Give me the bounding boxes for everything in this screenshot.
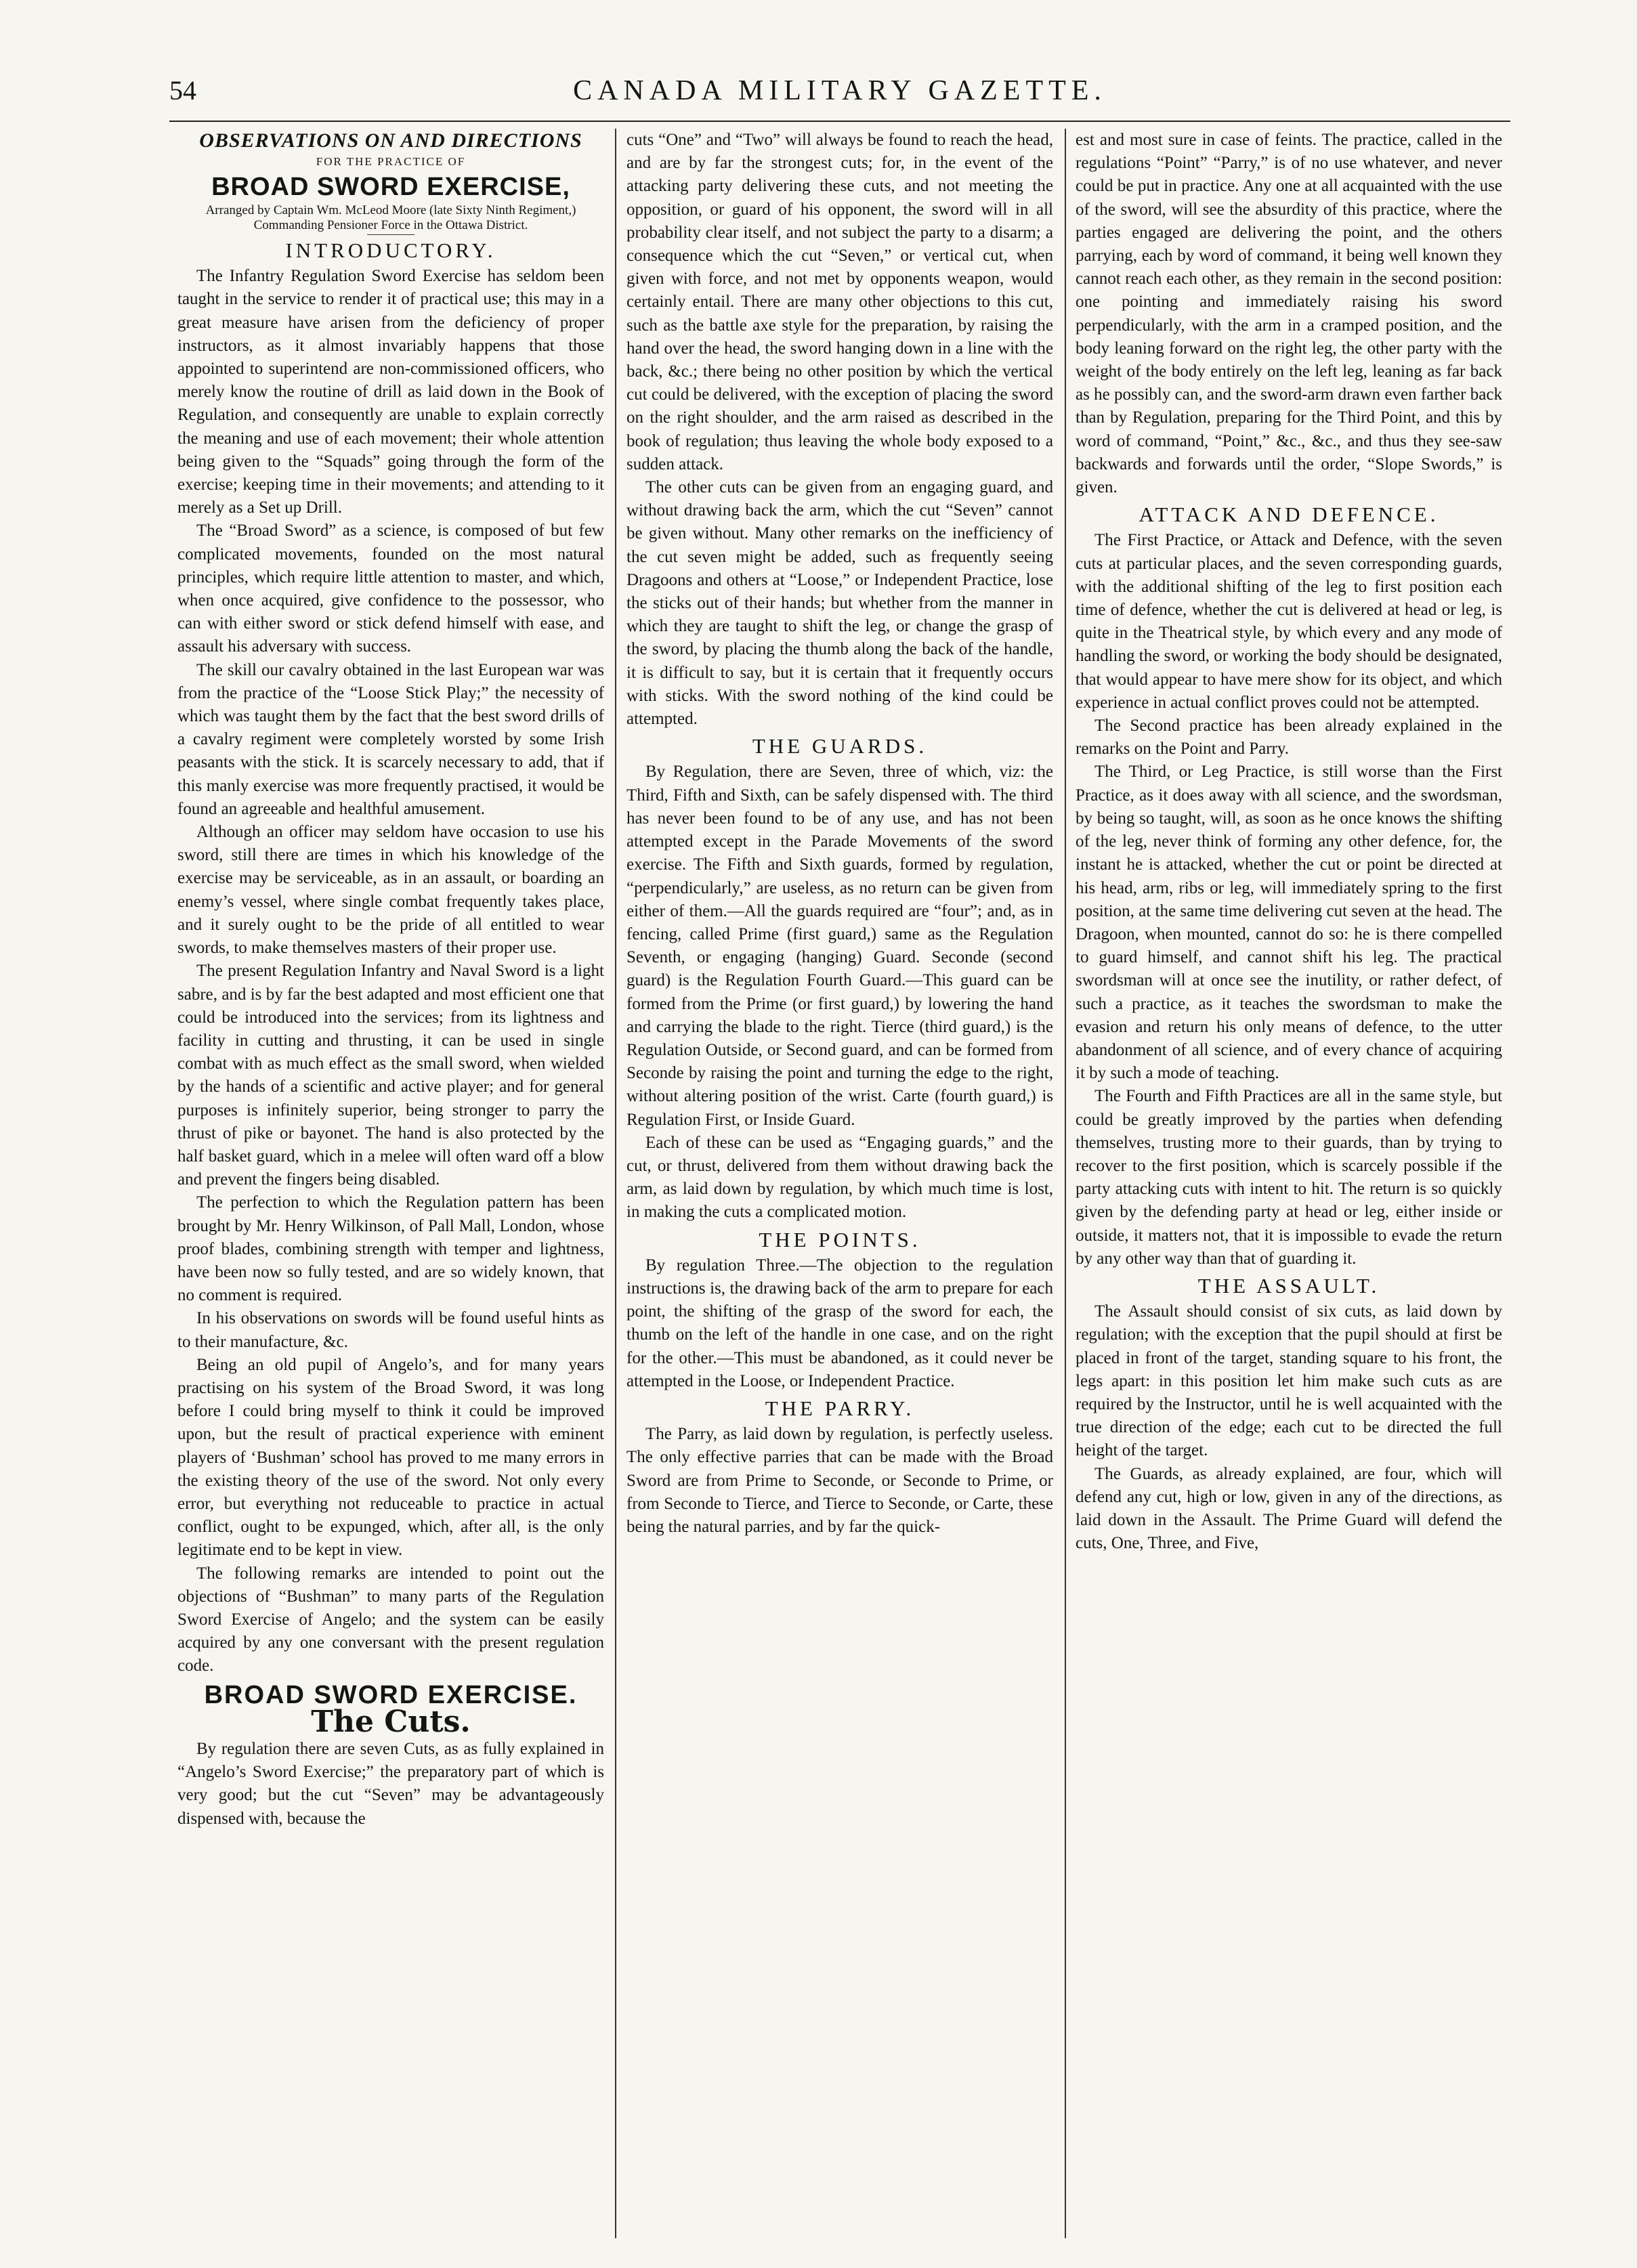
column-3 <box>1076 129 1502 2242</box>
column-rule-1 <box>615 129 616 2238</box>
running-head <box>169 74 1510 122</box>
title-rule <box>367 234 414 235</box>
section-heading-points: THE POINTS. <box>759 1227 921 1251</box>
masthead: CANADA MILITARY GAZETTE. <box>573 75 1107 106</box>
paragraph: The other cuts can be given from an engaging guard, and without drawing back the arm, which the cut “Seven” cannot be given without. Many other remarks on the inefficiency of the cut seven might be added, such as frequently seeing Dragoons and others at “Loose,” or Independent Practice, lose the sticks out of their hands; but whether from the manner in which they are taught to shift the leg, or change the grasp of the sword, by placing the thumb along the back of the handle, it is difficult to say, but it is certain that it frequently occurs with sticks. With the sword nothing of the kind could be attempted. <box>626 478 1053 729</box>
paragraph: Each of these can be used as “Engaging guards,” and the cut, or thrust, delivered from them without drawing back the arm, as laid down by regulation, by which much time is lost, in making the cuts a complicated motion. <box>626 1133 1053 1222</box>
section-title-cuts: The Cuts. <box>311 1704 471 1739</box>
section-heading-introductory: INTRODUCTORY. <box>285 238 496 262</box>
paragraph: The skill our cavalry obtained in the last European war was from the practice of the “Loose Stick Play;” the necessity of which was taught them by the fact that the best sword drills of a cavalry regiment were completely worsted by some Irish peasants with the stick. It is scarcely necessary to add, that if this manly exercise was more frequently practised, it would be found an agreeable and healthful amusement. <box>177 660 604 818</box>
paragraph: The Second practice has been already explained in the remarks on the Point and Parry. <box>1076 716 1502 758</box>
section-title-broad-sword: BROAD SWORD EXERCISE. <box>204 1680 578 1709</box>
paragraph: The Infantry Regulation Sword Exercise has seldom been taught in the service to render it of practical use; this may in a great measure have arisen from the deficiency of proper instructors, as it almost invariably happens that those appointed to superintend are non-commissioned officers, who merely know the routine of drill as laid down in the Book of Regulation, and consequently are unable to explain correctly the meaning and use of each movement; their whole attention being given to the “Squads” going through the form of the exercise; keeping time in their movements; and attending to it merely as a Set up Drill. <box>177 267 604 517</box>
section-heading-assault: THE ASSAULT. <box>1197 1273 1380 1298</box>
paragraph: The Guards, as already explained, are four, which will defend any cut, high or low, given in any of the directions, as laid down in the Assault. The Prime Guard will defend the cuts, One, Three, and Five, <box>1076 1464 1502 1553</box>
paragraph: The following remarks are intended to point out the objections of “Bushman” to many parts of the Regulation Sword Exercise of Angelo; and the system can be easily acquired by any one conversant with the present regulation code. <box>177 1564 604 1675</box>
paragraph: The perfection to which the Regulation pattern has been brought by Mr. Henry Wilkinson, of Pall Mall, London, whose proof blades, combining strength with temper and lightness, have been now so fully tested, and are so widely known, that no comment is required. <box>177 1193 604 1305</box>
paragraph: The Fourth and Fifth Practices are all in the same style, but could be greatly improved by the parties when defending themselves, trusting more to their guards, than by trying to recover to the first position, which is scarcely possible if the party attacking cuts with intent to hit. The return is so quickly given by the defending party at head or leg, either inside or outside, it matters not, that it is impossible to evade the return by any other way than that of guarding it. <box>1076 1087 1502 1268</box>
paragraph: The “Broad Sword” as a science, is composed of but few complicated movements, founded on the most natural principles, which require little attention to master, and which, when once acquired, give confidence to the possessor, who can with either sword or stick defend himself with ease, and assault his adversary with success. <box>177 521 604 656</box>
section-heading-parry: THE PARRY. <box>765 1396 915 1420</box>
byline: Arranged by Captain Wm. McLeod Moore (late Sixty Ninth Regiment,) Commanding Pensioner Force in the Ottawa District. <box>205 203 576 232</box>
paragraph: The Assault should consist of six cuts, as laid down by regulation; with the exception that the pupil should at first be placed in front of the target, standing square to his front, the legs apart: in this position let him make such cuts as are required by the Instructor, until he is well acquainted with the true direction of the edge; each cut to be directed the full height of the target. <box>1076 1302 1502 1460</box>
paragraph: The Parry, as laid down by regulation, is perfectly useless. The only effective parries that can be made with the Broad Sword are from Prime to Seconde, or Seconde to Prime, or from Seconde to Tierce, and Tierce to Seconde, or Carte, these being the natural parries, and by far the quick- <box>626 1425 1053 1536</box>
section-heading-guards: THE GUARDS. <box>752 734 928 758</box>
page-number: 54 <box>169 75 196 106</box>
article-title: OBSERVATIONS ON AND DIRECTIONS <box>199 129 582 152</box>
paragraph: The First Practice, or Attack and Defence, with the seven cuts at particular places, and the seven corresponding guards, with the additional shifting of the leg to first position each time of defence, whether the cut is delivered at head or leg, is quite in the Theatrical style, by which every and any mode of handling the sword, or working the body should be designated, that would appear to have mere show for its object, and which experience in actual conflict proves could not be attempted. <box>1076 531 1502 712</box>
column-2 <box>626 129 1053 2242</box>
paragraph: The present Regulation Infantry and Naval Sword is a light sabre, and is by far the best adapted and most efficient one that could be introduced into the services; from its lightness and facility in cutting and thrusting, it can be used in single combat with as much effect as the small sword, when wielded by the hands of a scientific and active player; and for general purposes is infinitely superior, being stronger to parry the thrust of pike or bayonet. The hand is also protected by the half basket guard, which in a melee will often ward off a blow and prevent the fingers being disabled. <box>177 962 604 1189</box>
article-subtitle: FOR THE PRACTICE OF <box>316 155 466 168</box>
paragraph: Although an officer may seldom have occasion to use his sword, still there are times in which his knowledge of the exercise may be serviceable, as in an assault, or boarding an enemy’s vessel, where single combat frequently takes place, and it surely ought to be the pride of all entitled to wear swords, to make themselves masters of their proper use. <box>177 823 604 958</box>
paragraph: Being an old pupil of Angelo’s, and for many years practising on his system of the Broad Sword, it was long before I could bring myself to think it could be improved upon, but the result of practical experience with eminent players of ‘Bushman’ school has proved to me many errors in the existing theory of the use of the sword. Not only every error, but everything not reduceable to practice in actual conflict, ought to be expunged, which, after all, is the only legitimate end to be kept in view. <box>177 1355 604 1560</box>
paragraph: est and most sure in case of feints. The practice, called in the regulations “Point” “Parry,” is of no use whatever, and never could be put in practice. Any one at all acquainted with the use of the sword, will see the absurdity of this practice, where the parties engaged are delivering the point, and the others parrying, each by word of command, it being well known they cannot reach each other, as they remain in the second position: one pointing and immediately raising his sword perpendicularly, with the arm in a cramped position, and the body leaning forward on the right leg, the other party with the weight of the body entirely on the left leg, leaning as far back as he possibly can, and the sword-arm drawn even farther back than by Regulation, preparing for the Third Point, and this by word of command, “Point,” &c., &c., and thus they see-saw backwards and forwards until the order, “Slope Swords,” is given. <box>1076 131 1502 497</box>
paragraph: By regulation Three.—The objection to the regulation instructions is, the drawing back of the arm to prepare for each point, the shifting of the grasp of the sword for each, the thumb on the left of the handle in one case, and on the right for the other.—This must be abandoned, as it could never be attempted in the Loose, or Independent Practice. <box>626 1256 1053 1390</box>
article-main-title: BROAD SWORD EXERCISE, <box>211 173 570 201</box>
paragraph: In his observations on swords will be found useful hints as to their manufacture, &c. <box>177 1309 604 1351</box>
header-rule <box>169 121 1510 122</box>
paragraph: By regulation there are seven Cuts, as as fully explained in “Angelo’s Sword Exercise;” the preparatory part of which is very good; but the cut “Seven” may be advantageously dispensed with, because the <box>177 1740 604 1828</box>
column-rule-2 <box>1065 129 1066 2238</box>
paragraph: By Regulation, there are Seven, three of which, viz: the Third, Fifth and Sixth, can be safely dispensed with. The third has never been found to be of any use, and has not been attempted except in the Parade Movements of the sword exercise. The Fifth and Sixth guards, formed by regulation, “perpendicularly,” are useless, as no return can be given from either of them.—All the guards required are “four”; and, as in fencing, called Prime (first guard,) same as the Regulation Seventh, or engaging (hanging) Guard. Seconde (second guard) is the Regulation Fourth Guard.—This guard can be formed from the Prime (or first guard,) by lowering the hand and carrying the blade to the right. Tierce (third guard,) is the Regulation Outside, or Second guard, and can be formed from Seconde by raising the point and turning the edge to the right, without altering position of the wrist. Carte (fourth guard,) is Regulation First, or Inside Guard. <box>626 763 1053 1129</box>
section-heading-attack-defence: ATTACK AND DEFENCE. <box>1139 502 1439 527</box>
paragraph: cuts “One” and “Two” will always be found to reach the head, and are by far the strongest cuts; for, in the event of the attacking party delivering these cuts, and not meeting the opposition, or guard of his opponent, the sword will in all probability clear itself, and not subject the party to a disarm; a consequence which the cut “Seven,” or vertical cut, when given with force, and not met by opponents weapon, would certainly entail. There are many other objections to this cut, such as the battle axe style for the preparation, by raising the hand over the head, the sword hanging down in a line with the back, &c.; there being no other position by which the vertical cut could be delivered, with the exception of placing the sword on the right shoulder, and the arm raised as described in the book of regulation; thus leaving the whole body exposed to a sudden attack. <box>626 131 1053 473</box>
column-1 <box>177 129 604 2242</box>
paragraph: The Third, or Leg Practice, is still worse than the First Practice, as it does away with all science, and the swordsman, by being so taught, will, as soon as he once knows the shifting of the leg, never think of forming any other defence, for, the instant he is attacked, whether the cut or point be directed at his head, arm, ribs or leg, will immediately spring to the first position, at the same time delivering cut seven at the head. The Dragoon, when mounted, cannot do so: he is there compelled to guard himself, and cannot shift his leg. The practical swordsman will at once see the inutility, or rather defect, of such a practice, as it teaches the swordsman to make the evasion and return his only means of defence, to the utter abandonment of all science, and of every chance of acquiring it by such a mode of teaching. <box>1076 763 1502 1083</box>
